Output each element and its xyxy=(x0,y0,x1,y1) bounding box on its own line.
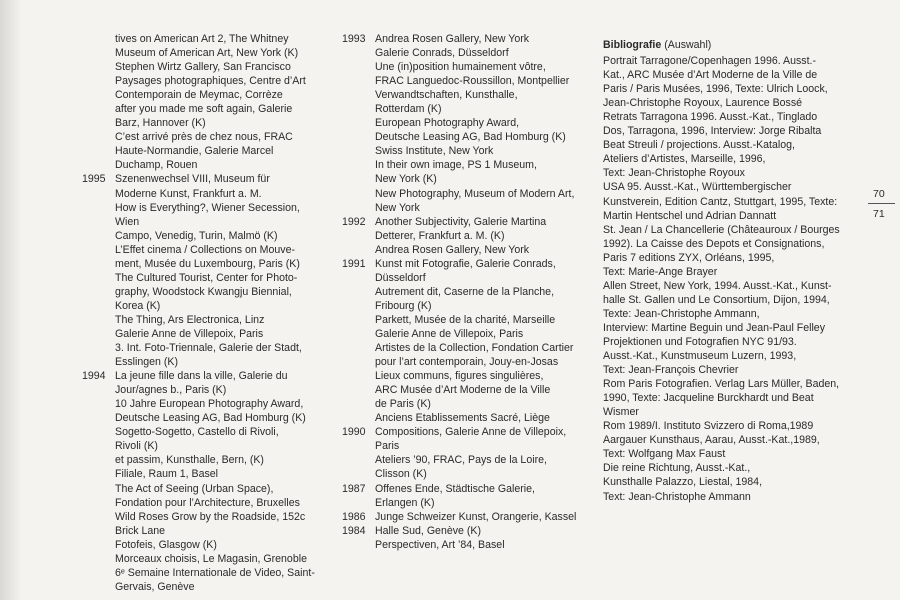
exhibition-line: Fondation pour l’Architecture, Bruxelles xyxy=(115,496,300,509)
exhibition-list xyxy=(115,32,337,172)
exhibition-year-group xyxy=(82,172,337,369)
exhibition-year: 1987 xyxy=(342,482,366,495)
exhibition-line: Sogetto-Sogetto, Castello di Rivoli, xyxy=(115,426,279,439)
bibliography-line: Paris 7 editions ZYX, Orléans, 1995, xyxy=(603,251,775,264)
exhibition-line: Ateliers ’90, FRAC, Pays de la Loire, xyxy=(375,454,547,467)
exhibition-line: Deutsche Leasing AG, Bad Homburg (K) xyxy=(115,412,306,425)
bibliography-line: Kunstverein, Edition Cantz, Stuttgart, 1995, Texte: xyxy=(603,195,838,208)
bibliography-line: Martin Hentschel und Adrian Dannatt xyxy=(603,209,777,222)
bibliography-line: Allen Street, New York, 1994. Ausst.-Kat., Kunst- xyxy=(603,279,832,292)
exhibition-list xyxy=(115,369,337,594)
bibliography-line: Text: Marie-Ange Brayer xyxy=(603,265,718,278)
exhibition-line: How is Everything?, Wiener Secession, xyxy=(115,201,300,214)
bibliography-line: 1990, Texte: Jacqueline Burckhardt und Beat xyxy=(603,392,814,405)
exhibition-year-group xyxy=(82,369,337,594)
exhibition-line: et passim, Kunsthalle, Bern, (K) xyxy=(115,454,264,467)
exhibition-year-group xyxy=(342,215,592,257)
exhibition-line: Barz, Hannover (K) xyxy=(115,117,206,130)
bibliography-line: USA 95. Ausst.-Kat., Württembergischer xyxy=(603,181,792,194)
exhibition-line: Stephen Wirtz Gallery, San Francisco xyxy=(115,61,291,74)
exhibition-year-group xyxy=(342,32,592,215)
exhibition-line: The Cultured Tourist, Center for Photo- xyxy=(115,271,298,284)
exhibition-line: Galerie Anne de Villepoix, Paris xyxy=(115,327,264,340)
exhibition-line: Halle Sud, Genève (K) xyxy=(375,524,481,537)
exhibition-line: 10 Jahre European Photography Award, xyxy=(115,398,304,411)
exhibitions-column-left xyxy=(82,32,337,594)
exhibition-line: Kunst mit Fotografie, Galerie Conrads, xyxy=(375,257,556,270)
bibliography-line: Rom 1989/I. Instituto Svizzero di Roma,1989 xyxy=(603,420,814,433)
exhibition-list xyxy=(375,32,592,215)
exhibition-line: Gervais, Genève xyxy=(115,580,195,593)
bibliography-line: Dos, Tarragona, 1996, Interview: Jorge Ribalta xyxy=(603,125,822,138)
exhibition-list xyxy=(375,425,592,481)
exhibition-line: Andrea Rosen Gallery, New York xyxy=(375,243,530,256)
exhibition-line: tives on American Art 2, The Whitney xyxy=(115,33,289,45)
exhibition-year: 1984 xyxy=(342,524,366,537)
exhibition-year-group xyxy=(342,524,592,552)
exhibition-line: Compositions, Galerie Anne de Villepoix, xyxy=(375,426,567,439)
exhibition-line: Museum of American Art, New York (K) xyxy=(115,47,299,60)
exhibition-line: Offenes Ende, Städtische Galerie, xyxy=(375,482,535,495)
exhibition-year-group xyxy=(342,257,592,426)
exhibition-line: Wien xyxy=(115,215,140,228)
exhibition-year: 1993 xyxy=(342,33,366,45)
exhibition-line: Morceaux choisis, Le Magasin, Grenoble xyxy=(115,552,307,565)
exhibition-year: 1992 xyxy=(342,215,366,228)
exhibition-year: 1994 xyxy=(82,370,106,383)
exhibition-line: Jour/agnes b., Paris (K) xyxy=(115,384,227,397)
bibliography-title: Bibliografie xyxy=(603,39,662,51)
exhibition-line: 6ᵉ Semaine Internationale de Video, Saint- xyxy=(115,566,315,579)
exhibition-line: Wild Roses Grow by the Roadside, 152c xyxy=(115,510,306,523)
bibliography-line: Text: Wolfgang Max Faust xyxy=(603,448,726,461)
exhibition-line: European Photography Award, xyxy=(375,117,520,130)
exhibition-line: Campo, Venedig, Turin, Malmö (K) xyxy=(115,229,278,242)
exhibition-line: The Act of Seeing (Urban Space), xyxy=(115,482,274,495)
exhibition-line: Contemporain de Meymac, Corrèze xyxy=(115,89,283,102)
bibliography-line: Text: Jean-François Chevrier xyxy=(603,364,739,377)
exhibition-line: Rivoli (K) xyxy=(115,440,158,453)
exhibitions-column-middle xyxy=(342,32,592,552)
exhibition-list xyxy=(375,524,592,552)
exhibition-line: graphy, Woodstock Kwangju Biennial, xyxy=(115,285,292,298)
bibliography-section xyxy=(603,38,853,504)
bibliography-line: Beat Streuli / projections. Ausst.-Katalog, xyxy=(603,139,795,152)
exhibition-year: 1995 xyxy=(82,173,106,186)
exhibition-line: Lieux communs, figures singulières, xyxy=(375,370,544,383)
exhibition-year-group xyxy=(342,425,592,481)
page-number-left: 70 xyxy=(873,188,885,200)
exhibition-list xyxy=(115,172,337,369)
bibliography-line: Ateliers d’Artistes, Marseille, 1996, xyxy=(603,153,766,166)
bibliography-line: Wismer xyxy=(603,406,639,419)
exhibition-line: Perspectiven, Art ’84, Basel xyxy=(375,538,505,551)
bibliography-heading xyxy=(603,38,853,52)
bibliography-line: Texte: Jean-Christophe Ammann, xyxy=(603,307,760,320)
exhibition-line: 3. Int. Foto-Triennale, Galerie der Stadt, xyxy=(115,342,302,355)
exhibition-line: La jeune fille dans la ville, Galerie du xyxy=(115,370,288,383)
page-numbers xyxy=(873,187,895,221)
exhibition-line: ARC Musée d’Art Moderne de la Ville xyxy=(375,384,551,397)
page-number-divider xyxy=(868,203,895,204)
exhibition-line: Paris xyxy=(375,440,400,453)
exhibition-line: New Photography, Museum of Modern Art, xyxy=(375,187,575,200)
exhibition-line: In their own image, PS 1 Museum, xyxy=(375,159,537,172)
exhibition-line: Erlangen (K) xyxy=(375,496,435,509)
exhibition-line: Szenenwechsel VIII, Museum für xyxy=(115,173,270,186)
bibliography-line: Ausst.-Kat., Kunstmuseum Luzern, 1993, xyxy=(603,350,797,363)
exhibition-year: 1990 xyxy=(342,426,366,439)
exhibition-list xyxy=(375,510,592,524)
exhibition-line: Esslingen (K) xyxy=(115,356,178,369)
bibliography-subtitle: (Auswahl) xyxy=(661,39,712,51)
exhibition-line: Korea (K) xyxy=(115,299,161,312)
exhibition-line: Deutsche Leasing AG, Bad Homburg (K) xyxy=(375,131,566,144)
exhibition-line: Paysages photographiques, Centre d’Art xyxy=(115,75,306,88)
exhibition-year-group xyxy=(342,482,592,510)
bibliography-line: 1992). La Caisse des Depots et Consignations, xyxy=(603,237,825,250)
exhibition-line: Another Subjectivity, Galerie Martina xyxy=(375,215,547,228)
bibliography-line: Die reine Richtung, Ausst.-Kat., xyxy=(603,462,751,475)
exhibition-line: Rotterdam (K) xyxy=(375,103,442,116)
exhibition-year-group xyxy=(82,32,337,172)
exhibition-line: New York xyxy=(375,201,420,214)
exhibition-year xyxy=(82,32,115,172)
bibliography-line: Projektionen und Fotografien NYC 91/93. xyxy=(603,335,797,348)
exhibition-line: Junge Schweizer Kunst, Orangerie, Kassel xyxy=(375,510,577,523)
bibliography-line: Kunsthalle Palazzo, Liestal, 1984, xyxy=(603,476,763,489)
exhibition-year: 1991 xyxy=(342,257,366,270)
exhibition-line: C’est arrivé près de chez nous, FRAC xyxy=(115,131,293,144)
exhibition-line: The Thing, Ars Electronica, Linz xyxy=(115,313,265,326)
bibliography-line: Rom Paris Fotografien. Verlag Lars Müller, Baden, xyxy=(603,378,840,391)
exhibition-year-group xyxy=(342,510,592,524)
exhibition-line: Haute-Normandie, Galerie Marcel xyxy=(115,145,274,158)
exhibition-line: Detterer, Frankfurt a. M. (K) xyxy=(375,229,505,242)
exhibition-line: New York (K) xyxy=(375,173,437,186)
exhibition-line: Andrea Rosen Gallery, New York xyxy=(375,33,530,45)
exhibition-list xyxy=(375,257,592,426)
bibliography-line: Jean-Christophe Royoux, Laurence Bossé xyxy=(603,97,803,110)
exhibition-line: Galerie Anne de Villepoix, Paris xyxy=(375,327,524,340)
bibliography-list xyxy=(603,54,853,504)
exhibition-line: Anciens Etablissements Sacré, Liège xyxy=(375,412,550,425)
bibliography-line: Portrait Tarragone/Copenhagen 1996. Ausst.- xyxy=(603,55,816,68)
exhibition-line: Verwandtschaften, Kunsthalle, xyxy=(375,89,518,102)
exhibition-line: de Paris (K) xyxy=(375,398,431,411)
exhibition-line: Düsseldorf xyxy=(375,271,426,284)
exhibition-line: Autrement dit, Caserne de la Planche, xyxy=(375,285,555,298)
bibliography-line: halle St. Gallen und Le Consortium, Dijon, 1994, xyxy=(603,293,830,306)
bibliography-line: Text: Jean-Christophe Ammann xyxy=(603,490,751,503)
exhibition-line: Brick Lane xyxy=(115,524,166,537)
exhibition-list xyxy=(375,215,592,257)
exhibition-line: FRAC Languedoc-Roussillon, Montpellier xyxy=(375,75,570,88)
bibliography-line: St. Jean / La Chancellerie (Châteauroux / Bourges xyxy=(603,223,840,236)
page-number-right: 71 xyxy=(873,208,885,220)
bibliography-line: Text: Jean-Christophe Royoux xyxy=(603,167,745,180)
exhibition-line: Fotofeis, Glasgow (K) xyxy=(115,538,217,551)
exhibition-line: Swiss Institute, New York xyxy=(375,145,494,158)
bibliography-line: Aargauer Kunsthaus, Aarau, Ausst.-Kat.,1989, xyxy=(603,434,820,447)
exhibition-line: Fribourg (K) xyxy=(375,299,432,312)
bibliography-line: Interview: Martine Beguin und Jean-Paul Felley xyxy=(603,321,825,334)
exhibition-line: Filiale, Raum 1, Basel xyxy=(115,468,219,481)
exhibition-line: after you made me soft again, Galerie xyxy=(115,103,293,116)
exhibition-line: Duchamp, Rouen xyxy=(115,159,198,172)
exhibition-line: Parkett, Musée de la charité, Marseille xyxy=(375,313,556,326)
bibliography-line: Kat., ARC Musée d’Art Moderne de la Ville de xyxy=(603,69,818,82)
exhibition-line: Moderne Kunst, Frankfurt a. M. xyxy=(115,187,262,200)
exhibition-list xyxy=(375,482,592,510)
bibliography-line: Paris / Paris Musées, 1996, Texte: Ulrich Loock, xyxy=(603,83,828,96)
exhibition-line: Artistes de la Collection, Fondation Cartier xyxy=(375,342,574,355)
exhibition-line: ment, Musée du Luxembourg, Paris (K) xyxy=(115,257,300,270)
exhibition-line: Galerie Conrads, Düsseldorf xyxy=(375,47,509,60)
exhibition-line: pour l’art contemporain, Jouy-en-Josas xyxy=(375,356,559,369)
bibliography-line: Retrats Tarragona 1996. Ausst.-Kat., Tinglado xyxy=(603,111,818,124)
exhibition-line: Clisson (K) xyxy=(375,468,427,481)
exhibition-year: 1986 xyxy=(342,510,366,523)
exhibition-line: L’Effet cinema / Collections on Mouve- xyxy=(115,243,295,256)
exhibition-line: Une (in)position humainement vôtre, xyxy=(375,61,546,74)
page-fold-shadow xyxy=(0,0,22,600)
